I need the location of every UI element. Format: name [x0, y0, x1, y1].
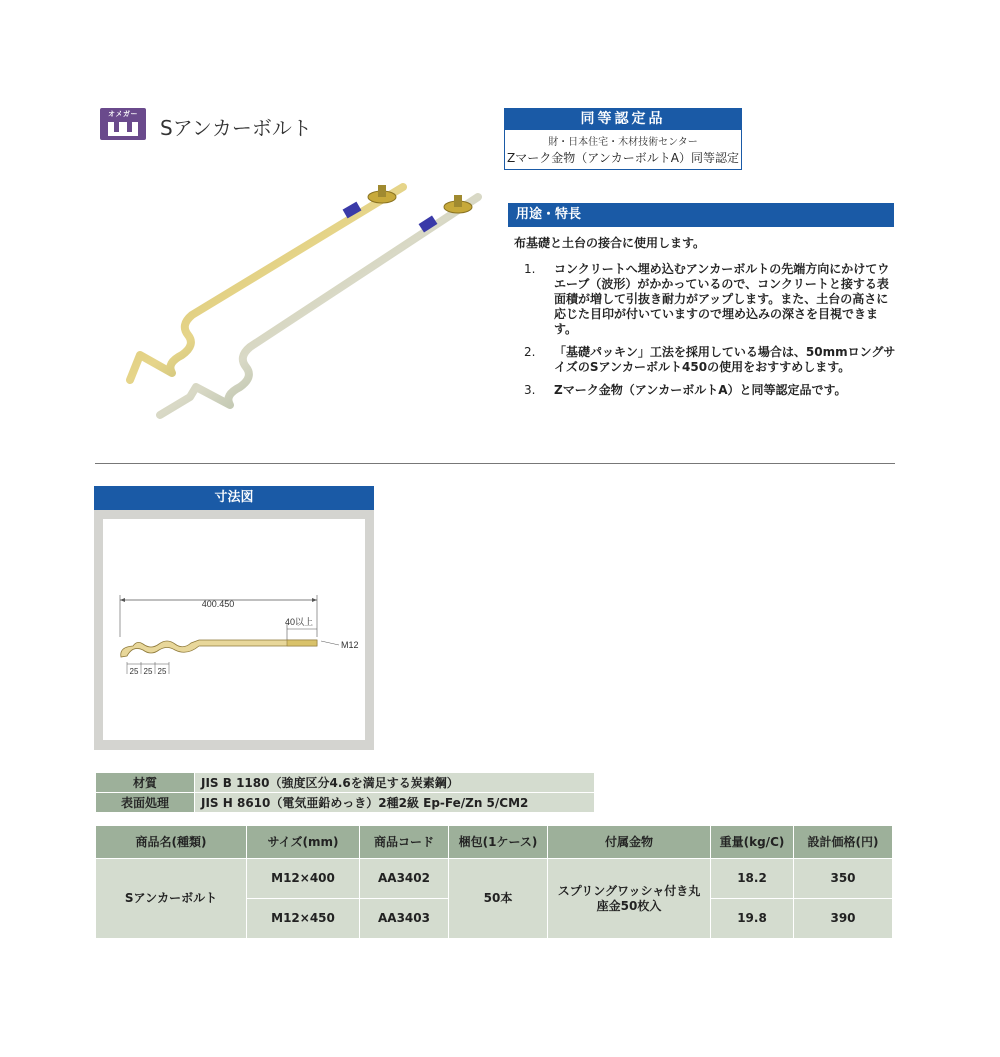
- weight-cell: 18.2: [711, 859, 794, 899]
- packing-cell: 50本: [449, 859, 548, 939]
- usage-heading: 用途・特長: [508, 203, 894, 227]
- omega-logo-icon: [106, 118, 140, 138]
- list-item: 1. コンクリートへ埋め込むアンカーボルトの先端方向にかけてウエーブ（波形）がかかっているので、コンクリートと接する表面積が増して引抜き耐力がアップします。また、土台の高さに応じた目印が付いていますので埋め込みの深さを目視できます。: [524, 262, 890, 336]
- accessory-cell: スプリングワッシャ付き丸座金50枚入: [548, 859, 711, 939]
- price-cell: 350: [794, 859, 893, 899]
- certification-org: 財・日本住宅・木材技術センター: [548, 137, 698, 148]
- size-label: M12: [341, 640, 359, 650]
- page-title: Sアンカーボルト: [160, 116, 312, 140]
- price-cell: 390: [794, 899, 893, 939]
- dimension-heading: 寸法図: [94, 486, 374, 510]
- length-label: 400.450: [201, 599, 235, 609]
- certification-mark: Zマーク金物（アンカーボルトA）同等認定: [507, 151, 739, 165]
- column-header: サイズ(mm): [247, 826, 360, 859]
- table-row: [96, 773, 595, 793]
- pitch-label: 25: [129, 667, 139, 676]
- list-item: 2. 「基礎パッキン」工法を採用している場合は、50mmロングサイズのSアンカーボルト450の使用をおすすめします。: [524, 345, 896, 374]
- list-item: 3. Zマーク金物（アンカーボルトA）と同等認定品です。: [524, 383, 847, 397]
- dimension-drawing-area: [103, 519, 365, 740]
- pitch-label: 25: [143, 667, 153, 676]
- pitch-label: 25: [157, 667, 167, 676]
- feature-list: [514, 262, 896, 406]
- bolt-nut: [378, 185, 386, 197]
- weight-cell: 19.8: [711, 899, 794, 939]
- certification-heading: 同等認定品: [505, 109, 741, 130]
- product-name-cell: Sアンカーボルト: [96, 859, 247, 939]
- code-cell: AA3403: [360, 899, 449, 939]
- bolt-nut: [454, 195, 462, 207]
- material-key: 材質: [96, 773, 195, 793]
- size-cell: M12×400: [247, 859, 360, 899]
- table-header-row: [96, 826, 893, 859]
- thread-length-label: 40以上: [284, 617, 314, 627]
- thread-section: [287, 640, 317, 646]
- material-value: JIS B 1180（強度区分4.6を満足する炭素鋼）: [195, 773, 595, 793]
- table-row: [96, 859, 893, 899]
- usage-intro: 布基礎と土台の接合に使用します。: [514, 236, 706, 250]
- section-divider: [95, 463, 895, 464]
- anchor-bolt-photo: [100, 175, 500, 435]
- brand-logo: [100, 108, 146, 140]
- column-header: 梱包(1ケース): [449, 826, 548, 859]
- dimension-drawing: [103, 519, 365, 740]
- column-header: 商品コード: [360, 826, 449, 859]
- table-row: [96, 793, 595, 813]
- column-header: 設計価格(円): [794, 826, 893, 859]
- material-table: [95, 772, 595, 813]
- size-cell: M12×450: [247, 899, 360, 939]
- column-header: 付属金物: [548, 826, 711, 859]
- column-header: 商品名(種類): [96, 826, 247, 859]
- column-header: 重量(kg/C): [711, 826, 794, 859]
- surface-key: 表面処理: [96, 793, 195, 813]
- certification-box: [504, 108, 742, 170]
- product-table: [95, 825, 893, 939]
- surface-value: JIS H 8610（電気亜鉛めっき）2種2級 Ep-Fe/Zn 5/CM2: [195, 793, 595, 813]
- bolt-rod: [130, 187, 403, 380]
- brand-logo-text: オメガー: [108, 110, 138, 118]
- code-cell: AA3402: [360, 859, 449, 899]
